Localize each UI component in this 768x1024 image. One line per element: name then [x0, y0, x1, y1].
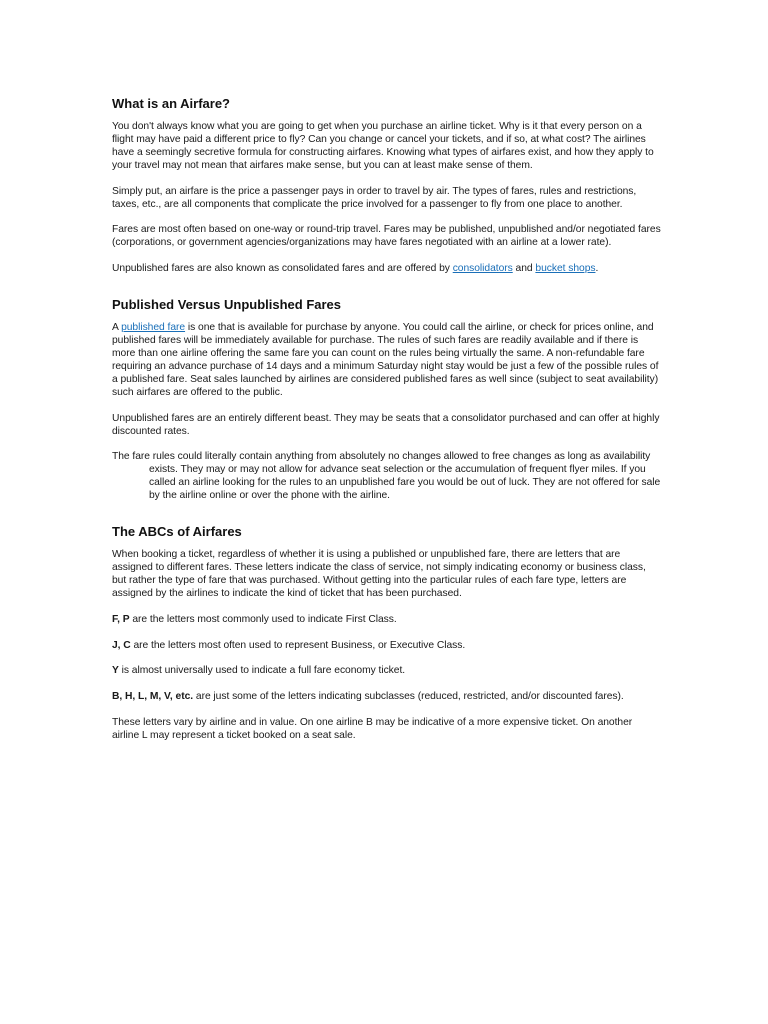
text-span: is one that is available for purchase by anyone. You could call the airline, or check for prices online, and published fares will be immediately available for purchase. The rules of such fares are readily available and if there is more than one airline offering the same fare you can count on the rules being virtually the same. A non-refundable fare requiring an advance purchase of 14 days and a minimum Saturday night stay would be just a few of the possible rules of a published fare. Seat sales launched by airlines are considered published fares as well since (subject to seat availability) such airfares are offered to the public.	[112, 322, 659, 398]
text-span: Unpublished fares are also known as consolidated fares and are offered by	[112, 263, 453, 275]
fare-letters-bold: B, H, L, M, V, etc.	[112, 691, 194, 703]
section-heading-published-vs-unpublished: Published Versus Unpublished Fares	[112, 297, 342, 313]
document-page	[112, 96, 662, 756]
paragraph-business-class	[112, 640, 662, 653]
text-span: are just some of the letters indicating subclasses (reduced, restricted, and/or discounted fares).	[193, 691, 624, 703]
paragraph-economy	[112, 665, 662, 678]
paragraph-subclasses	[112, 691, 662, 704]
paragraph-first-class	[112, 614, 662, 627]
section-heading-abcs-of-airfares: The ABCs of Airfares	[112, 524, 242, 540]
bucket-shops-link[interactable]: bucket shops	[535, 263, 596, 275]
consolidators-link[interactable]: consolidators	[452, 263, 513, 275]
paragraph-booking-letters: When booking a ticket, regardless of whether it is using a published or unpublished fare, there are letters that are assigned to different fares. These letters indicate the class of service, not simply indicating economy or business class, but rather the type of fare that was purchased. Without getting into the particular rules of each fare type, letters are assigned by the airlines to indicate the kind of ticket that has been purchased.	[112, 549, 646, 599]
section-heading-what-is-airfare: What is an Airfare?	[112, 96, 230, 111]
text-span: A	[112, 322, 122, 334]
paragraph-definition: Simply put, an airfare is the price a passenger pays in order to travel by air. The types of fares, rules and restrictions, taxes, etc., are all components that complicate the price involved for a passenger to fly from one place to another.	[112, 185, 637, 210]
text-span: is almost universally used to indicate a full fare economy ticket.	[118, 665, 406, 677]
text-span: and	[512, 263, 536, 275]
text-span: .	[595, 263, 599, 275]
fare-letters-bold: Y	[112, 665, 119, 677]
paragraph-fare-basis: Fares are most often based on one-way or round-trip travel. Fares may be published, unpublished and/or negotiated fares (corporations, or government agencies/organizations may have fares negotiated with an airline at a lower rate).	[112, 224, 661, 249]
text-span: are the letters most often used to represent Business, or Executive Class.	[130, 639, 466, 651]
paragraph-unpublished-fares: Unpublished fares are an entirely different beast. They may be seats that a consolidator purchased and can offer at highly discounted rates.	[112, 412, 660, 437]
paragraph-published-fare	[112, 322, 662, 399]
paragraph-consolidated	[112, 263, 662, 276]
published-fare-link[interactable]: published fare	[121, 322, 186, 334]
paragraph-intro: You don't always know what you are going to get when you purchase an airline ticket. Why is it that every person on a flight may have paid a different price to fly? Can you change or cancel your tickets, and if so, at what cost? The airlines have a seemingly secretive formula for constructing airfares. Knowing what types of airfares exist, and how they apply to your travel may not mean that airfares make sense, but you can at least make sense of them.	[112, 121, 654, 171]
fare-letters-bold: F, P	[112, 613, 130, 625]
paragraph-letters-vary: These letters vary by airline and in value. On one airline B may be indicative of a more expensive ticket. On another airline L may represent a ticket booked on a seat sale.	[112, 717, 633, 742]
paragraph-fare-rules: The fare rules could literally contain anything from absolutely no changes allowed to free changes as long as availability exists. They may or may not allow for advance seat selection or the accumulation of frequent flyer miles. If you called an airline looking for the rules to an unpublished fare you would be out of luck. They are not offered for sale by the airline online or over the phone with the airline.	[112, 451, 661, 502]
fare-letters-bold: J, C	[112, 639, 131, 651]
text-span: are the letters most commonly used to indicate First Class.	[129, 613, 397, 625]
